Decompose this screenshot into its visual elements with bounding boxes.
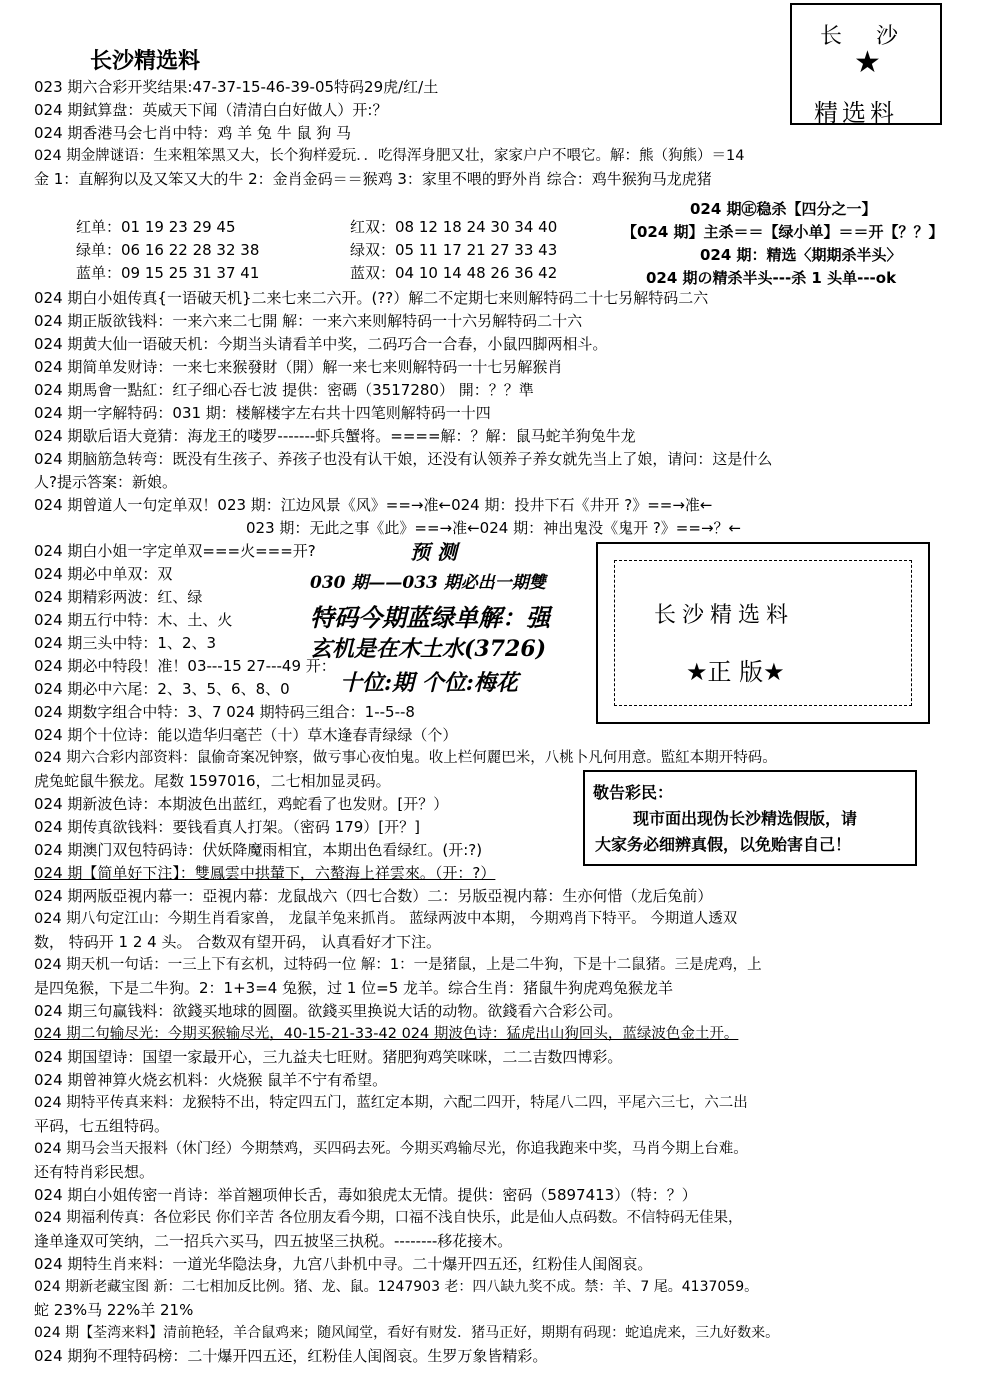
- text-line: 024 期白小姐传密一肖诗：举首翘项伸长舌，毒如狼虎太无情。提供：密码（5897413）（特：？）: [34, 1186, 697, 1204]
- text-line: 024 期必中六尾：2、3、5、6、8、0: [34, 680, 290, 698]
- row-label: 红双：: [350, 218, 396, 236]
- text-line: 虎兔蛇鼠牛猴龙。尾数 1597016，二七相加显灵码。: [34, 772, 391, 790]
- text-line: 024 期正版欲钱料：一来六来二七開 解：一来六来则解特码一十六另解特码二十六: [34, 312, 583, 330]
- brand-box: [596, 542, 930, 724]
- notice-line: 现市面出现伪长沙精选假版，请: [633, 809, 858, 828]
- row-label: 蓝双：: [350, 264, 396, 282]
- notice-head: 敬告彩民：: [593, 783, 674, 802]
- right-bold-line: 024 期の精杀半头---杀 1 头单---ok: [646, 269, 897, 287]
- text-line: 024 期黄大仙一语破天机：今期当头请看羊中奖，二码巧合一合春，小鼠四脚两相斗。: [34, 335, 608, 353]
- text-line: 024 期个十位诗：能以造华归毫芒（十）草木逢春青绿绿（个）: [34, 726, 458, 744]
- row-values: 05 11 17 21 27 33 43: [395, 241, 558, 259]
- text-line: 024 期鉽算盘：英威天下闻（清清白白好做人）开:？: [34, 101, 388, 119]
- text-line: 024 期脑筋急转弯：既没有生孩子、养孩子也没有认干娘，还没有认领养子养女就先当上了娘，请问：这是什么: [34, 450, 773, 468]
- text-line: 024 期一字解特码：031 期：楼解楼字左右共十四笔则解特码一十四: [34, 404, 491, 422]
- row-values: 08 12 18 24 30 34 40: [395, 218, 558, 236]
- text-line: 023 期六合彩开奖结果:47-37-15-46-39-05特码29虎/红/土: [34, 78, 439, 96]
- text-line: 024 期新波色诗：本期波色出蓝红，鸡蛇看了也发财。[开？）: [34, 795, 449, 813]
- text-line: 024 期六合彩内部资料：鼠偷奇案况钟察，做亏事心夜怕鬼。收上栏何麗巴米，八桃卜凡何用意。監紅本期开特码。: [34, 750, 777, 766]
- row-values: 09 15 25 31 37 41: [121, 264, 260, 282]
- text-line: 024 期曾神算火烧玄机料：火烧猴 鼠羊不宁有希望。: [34, 1071, 388, 1089]
- text-line: 024 期特生肖来料：一道光华隐法身，九宫八卦机中寻。二十爆开四五还，红粉佳人闺阁哀。: [34, 1255, 653, 1273]
- text-line: 024 期新老藏宝图 新：二七相加反比例。猪、龙、鼠。1247903 老：四八缺九奖不成。禁：羊、7 尾。4137059。: [34, 1279, 759, 1295]
- text-line: 024 期【简单好下注】：雙鳳雲中拱輦下，六螯海上祥雲來。（开：?）: [34, 864, 496, 882]
- text-line: 024 期两版亞視内幕一：亞視内幕：龙鼠战六（四七合数）二：另版亞視内幕：生亦何惜（龙后兔前）: [34, 887, 713, 905]
- text-line: 024 期白小姐一字定单双===火===开?: [34, 542, 316, 560]
- notice-box: [583, 770, 917, 866]
- right-bold-line: 024 期：精选〈期期杀半头〉: [700, 246, 902, 264]
- text-line: 金 1：直解狗以及又笨又大的牛 2：金肖金码＝＝猴鸡 3：家里不喂的野外肖 综合：鸡牛猴狗马龙虎猪: [34, 170, 712, 188]
- page-title: 长沙精选料: [90, 49, 201, 74]
- row-label: 红单：: [76, 218, 122, 236]
- right-bold-line: 【024 期】主杀＝＝【绿小单】＝＝开【？？】: [622, 223, 944, 241]
- row-label: 绿单：: [76, 241, 122, 259]
- text-line: 还有特肖彩民想。: [34, 1163, 155, 1181]
- text-line: 024 期简单发财诗：一来七来猴發財（開）解一来七来则解特码一十七另解猴肖: [34, 358, 563, 376]
- predict-line: 特码今期蓝绿单解：强: [310, 603, 550, 632]
- predict-head: 预 测: [410, 540, 457, 564]
- number-row: [350, 216, 557, 237]
- row-label: 蓝单：: [76, 264, 122, 282]
- logo-line1: 长沙: [820, 24, 933, 49]
- text-line: 024 期曾道人一句定单双！023 期：江边风景《风》==→准←024 期：投井下石《井开 ?》==→准←: [34, 496, 713, 514]
- text-line: 023 期：无此之事《此》==→准←024 期：神出鬼没《鬼开 ?》==→？←: [246, 519, 742, 537]
- predict-line: 030 期——033 期必出一期雙: [310, 573, 546, 593]
- text-line: 024 期福利传真：各位彩民 你们辛苦 各位朋友看今期，口福不浅自快乐，此是仙人点码数。不信特码无佳果，: [34, 1210, 743, 1226]
- text-line: 024 期澳门双包特码诗：伏妖降魔雨相宜，本期出色看绿红。(开:?): [34, 841, 483, 859]
- number-row: [350, 262, 557, 283]
- text-line: 蛇 23%马 22%羊 21%: [34, 1301, 194, 1319]
- text-line: 024 期马会当天报料（休门经）今期禁鸡，买四码去死。今期买鸡输尽光，你追我跑来中奖，马肖今期上台难。: [34, 1141, 748, 1157]
- row-label: 绿双：: [350, 241, 396, 259]
- notice-line: 大家务必细辨真假，以免贻害自己！: [595, 835, 852, 854]
- text-line: 024 期三头中特：1、2、3: [34, 634, 217, 652]
- text-line: 024 期精彩两波：红、绿: [34, 588, 203, 606]
- predict-line: 玄机是在木土水(3726): [310, 636, 547, 662]
- logo-line2: 精选料: [814, 99, 898, 127]
- text-line: 024 期金牌谜语：生来粗笨黑又大，长个狗样爱玩．．吃得浑身肥又壮，家家户户不喂它。解：熊（狗熊）＝14: [34, 148, 745, 164]
- text-line: 024 期白小姐传真{一语破天机}二来七来二六开。(??）解二不定期七来则解特码二十七另解特码二六: [34, 289, 709, 307]
- number-row: [76, 262, 259, 283]
- text-line: 024 期五行中特：木、土、火: [34, 611, 233, 629]
- logo-box: [790, 3, 942, 125]
- number-row: [76, 239, 259, 260]
- text-line: 平码，七五组特码。: [34, 1117, 170, 1135]
- number-row: [350, 239, 557, 260]
- text-line: 024 期八句定江山：今期生肖看家兽， 龙鼠羊兔来抓肖。 蓝绿两波中本期， 今期鸡肖下特平。 今期道人透双: [34, 911, 738, 927]
- right-bold-line: 024 期㊣稳杀【四分之一】: [690, 200, 877, 218]
- text-line: 024 期三句赢钱料：欲錢买地球的圆圈。欲錢买里换说大话的动物。欲錢看六合彩公司。: [34, 1002, 623, 1020]
- text-line: 024 期二句输尽光：今期买猴输尽光，40-15-21-33-42 024 期波色诗：猛虎出山狗回头，蓝绿波色金土开。: [34, 1026, 739, 1042]
- text-line: 逢单逢双可笑纳，二一招兵六买马，四五披坚三执税。--------移花接木。: [34, 1232, 513, 1250]
- star-icon: ★: [854, 45, 881, 80]
- text-line: 024 期国望诗：国望一家最开心，三九益夫七旺财。猪肥狗鸡笑咪咪，二二吉数四博彩。: [34, 1048, 623, 1066]
- text-line: 数， 特码开 1 2 4 头。 合数双有望开码， 认真看好才下注。: [34, 933, 442, 951]
- text-line: 024 期馬會一點紅：红子细心吞七波 提供：密碼（3517280） 開：？？準: [34, 381, 534, 399]
- text-line: 024 期天机一句话：一三上下有玄机，过特码一位 解：1：一是猪鼠，上是二牛狗，下是十二鼠猪。三是虎鸡，上: [34, 957, 762, 973]
- row-values: 01 19 23 29 45: [121, 218, 236, 236]
- text-line: 024 期传真欲钱料：要钱看真人打架。（密码 179）[开？]: [34, 818, 421, 836]
- row-values: 06 16 22 28 32 38: [121, 241, 260, 259]
- text-line: 024 期歇后语大竟猜：海龙王的喽罗-------虾兵蟹将。====解：？解：鼠马蛇羊狗兔牛龙: [34, 427, 636, 445]
- text-line: 024 期狗不理特码榜：二十爆开四五还，红粉佳人闺阁哀。生罗万象皆精彩。: [34, 1347, 548, 1365]
- text-line: 024 期必中单双：双: [34, 565, 173, 583]
- number-row: [76, 216, 236, 237]
- text-line: 人?提示答案：新娘。: [34, 473, 177, 491]
- text-line: 024 期必中特段！准！03---15 27---49 开：: [34, 657, 336, 675]
- brand-title: 长沙精选料: [654, 603, 795, 628]
- text-line: 024 期【荃湾来料】清前艳轻，羊合鼠鸡来；随风闻堂，看好有财发．猪马正好，期期有码现：蛇追虎来，三九好数来。: [34, 1325, 780, 1341]
- brand-subtitle: ★正 版★: [686, 658, 785, 686]
- text-line: 是四兔猴，下是二牛狗。2：1+3=4 兔猴，过 1 位=5 龙羊。综合生肖：猪鼠牛狗虎鸡兔猴龙羊: [34, 979, 674, 997]
- text-line: 024 期特平传真来料：龙猴特不出，特定四五门，蓝红定本期，六配二四开，特尾八二四，平尾六三七，六二出: [34, 1095, 748, 1111]
- text-line: 024 期香港马会七肖中特：鸡 羊 兔 牛 鼠 狗 马: [34, 124, 352, 142]
- row-values: 04 10 14 48 26 36 42: [395, 264, 558, 282]
- text-line: 024 期数字组合中特：3、7 024 期特码三组合：1--5--8: [34, 703, 415, 721]
- predict-line: 十位:期 个位:梅花: [340, 670, 518, 696]
